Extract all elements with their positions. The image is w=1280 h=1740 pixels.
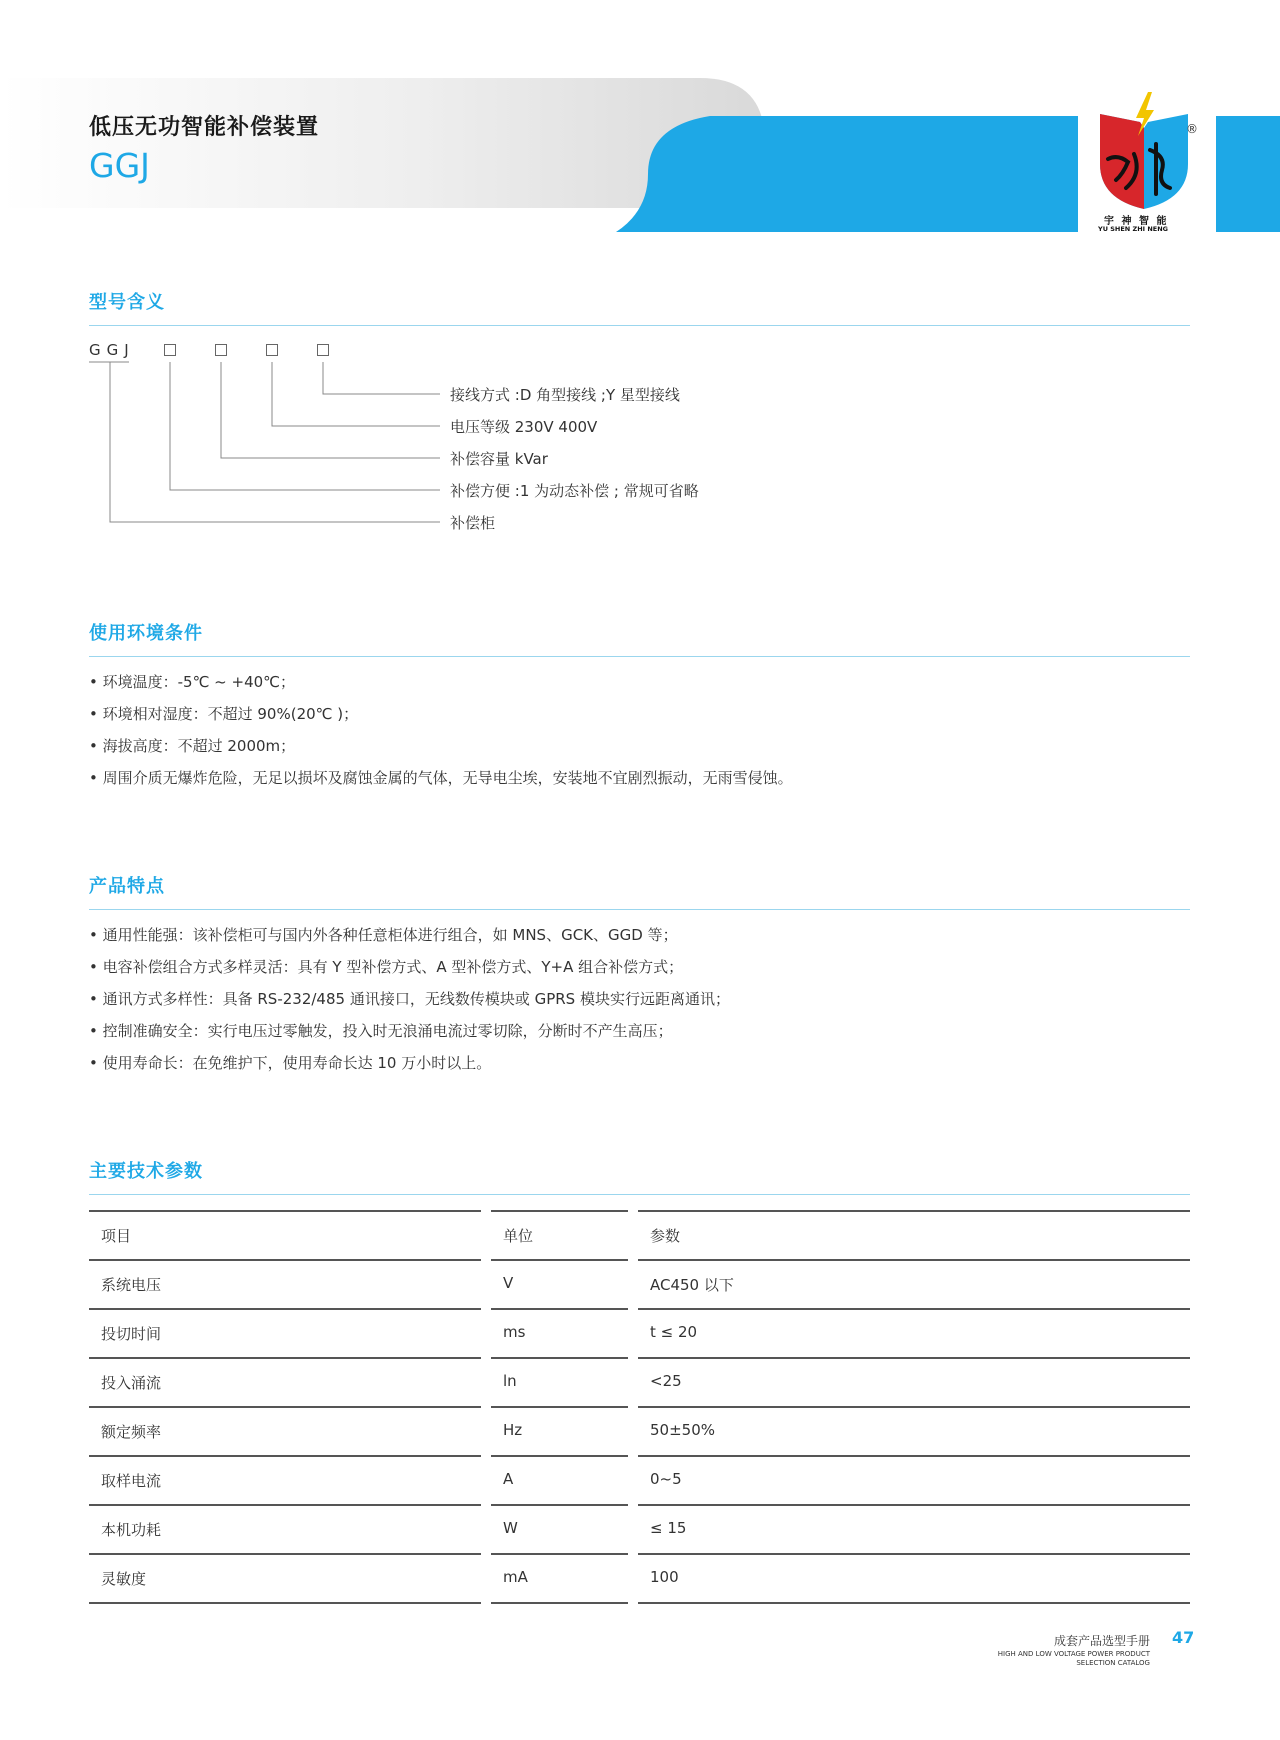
section-title-params: 主要技术参数 [89, 1161, 203, 1182]
list-item: • 电容补偿组合方式多样灵活：具有 Y 型补偿方式、A 型补偿方式、Y+A 组合补偿方式； [89, 958, 684, 976]
table-rule [638, 1357, 1190, 1359]
table-rule [491, 1504, 628, 1506]
table-rule [89, 1406, 481, 1408]
list-item: • 海拔高度：不超过 2000m； [89, 737, 296, 755]
section-divider [89, 1194, 1190, 1195]
table-rule [491, 1602, 628, 1604]
section-title-model: 型号含义 [89, 292, 165, 313]
table-cell: W [503, 1519, 518, 1537]
model-label-mode: 补偿方便 :1 为动态补偿 ; 常规可省略 [450, 482, 699, 500]
section-divider [89, 909, 1190, 910]
footer-catalog-en-2: SELECTION CATALOG [1076, 1659, 1150, 1667]
list-item: • 控制准确安全：实行电压过零触发，投入时无浪涌电流过零切除，分断时不产生高压； [89, 1022, 673, 1040]
model-label-wiring: 接线方式 :D 角型接线 ;Y 星型接线 [450, 386, 680, 404]
table-rule [89, 1357, 481, 1359]
table-rule [89, 1308, 481, 1310]
table-cell: ln [503, 1372, 517, 1390]
table-header-cell: 单位 [503, 1227, 534, 1245]
table-header-cell: 参数 [650, 1227, 681, 1245]
table-rule [638, 1553, 1190, 1555]
footer-catalog-cn: 成套产品选型手册 [1053, 1634, 1150, 1648]
model-code: GGJ [89, 341, 135, 359]
model-label-voltage: 电压等级 230V 400V [450, 418, 598, 436]
table-cell: 50±50% [650, 1421, 715, 1439]
table-rule [638, 1455, 1190, 1457]
table-cell: mA [503, 1568, 528, 1586]
model-label-cabinet: 补偿柜 [450, 514, 496, 532]
table-cell: 灵敏度 [101, 1570, 147, 1588]
table-cell: 投切时间 [101, 1325, 162, 1343]
model-leader-lines [0, 0, 1280, 560]
table-rule [89, 1504, 481, 1506]
table-rule [89, 1455, 481, 1457]
table-cell: A [503, 1470, 514, 1488]
table-rule [491, 1406, 628, 1408]
table-rule [89, 1602, 481, 1604]
table-cell: <25 [650, 1372, 682, 1390]
table-cell: 额定频率 [101, 1423, 162, 1441]
list-item: • 环境相对湿度：不超过 90%(20℃ )； [89, 705, 359, 723]
footer-catalog-en-1: HIGH AND LOW VOLTAGE POWER PRODUCT [997, 1650, 1150, 1658]
table-rule [89, 1259, 481, 1261]
table-cell: 取样电流 [101, 1472, 162, 1490]
section-divider [89, 656, 1190, 657]
table-cell: V [503, 1274, 514, 1292]
table-cell: ≤ 15 [650, 1519, 687, 1537]
logo-brand-en: YU SHEN ZHI NENG [1098, 225, 1169, 233]
model-label-capacity: 补偿容量 kVar [450, 450, 548, 468]
table-cell: AC450 以下 [650, 1276, 734, 1294]
table-cell: 本机功耗 [101, 1521, 162, 1539]
table-rule [491, 1308, 628, 1310]
table-cell: 100 [650, 1568, 679, 1586]
table-cell: t ≤ 20 [650, 1323, 698, 1341]
table-cell: 投入涌流 [101, 1374, 162, 1392]
table-rule [89, 1553, 481, 1555]
table-rule [491, 1455, 628, 1457]
registered-mark: ® [1186, 122, 1198, 136]
table-rule [491, 1357, 628, 1359]
page-title: 低压无功智能补偿装置 [89, 115, 320, 140]
table-rule [638, 1504, 1190, 1506]
list-item: • 通讯方式多样性：具备 RS-232/485 通讯接口，无线数传模块或 GPRS 模块实行远距离通讯； [89, 990, 730, 1008]
section-title-features: 产品特点 [89, 876, 165, 897]
list-item: • 通用性能强：该补偿柜可与国内外各种任意柜体进行组合，如 MNS、GCK、GGD 等； [89, 926, 678, 944]
table-rule [638, 1259, 1190, 1261]
table-rule [491, 1259, 628, 1261]
table-rule [638, 1602, 1190, 1604]
table-rule [638, 1210, 1190, 1212]
table-rule [491, 1210, 628, 1212]
table-rule [89, 1210, 481, 1212]
page-number: 47 [1172, 1628, 1195, 1647]
table-cell: Hz [503, 1421, 523, 1439]
table-header-cell: 项目 [101, 1227, 132, 1245]
table-rule [638, 1406, 1190, 1408]
section-title-environment: 使用环境条件 [89, 623, 203, 644]
logo-brand-cn: 宇 神 智 能 [1104, 216, 1169, 227]
model-code-title: GGJ [89, 146, 150, 185]
table-rule [491, 1553, 628, 1555]
list-item: • 使用寿命长：在免维护下，使用寿命长达 10 万小时以上。 [89, 1054, 492, 1072]
table-cell: ms [503, 1323, 526, 1341]
list-item: • 周围介质无爆炸危险，无足以损坏及腐蚀金属的气体，无导电尘埃，安装地不宜剧烈振动，无雨雪侵蚀。 [89, 769, 793, 787]
table-rule [638, 1308, 1190, 1310]
table-cell: 系统电压 [101, 1276, 162, 1294]
list-item: • 环境温度：-5℃ ~ +40℃； [89, 673, 296, 691]
table-cell: 0~5 [650, 1470, 682, 1488]
